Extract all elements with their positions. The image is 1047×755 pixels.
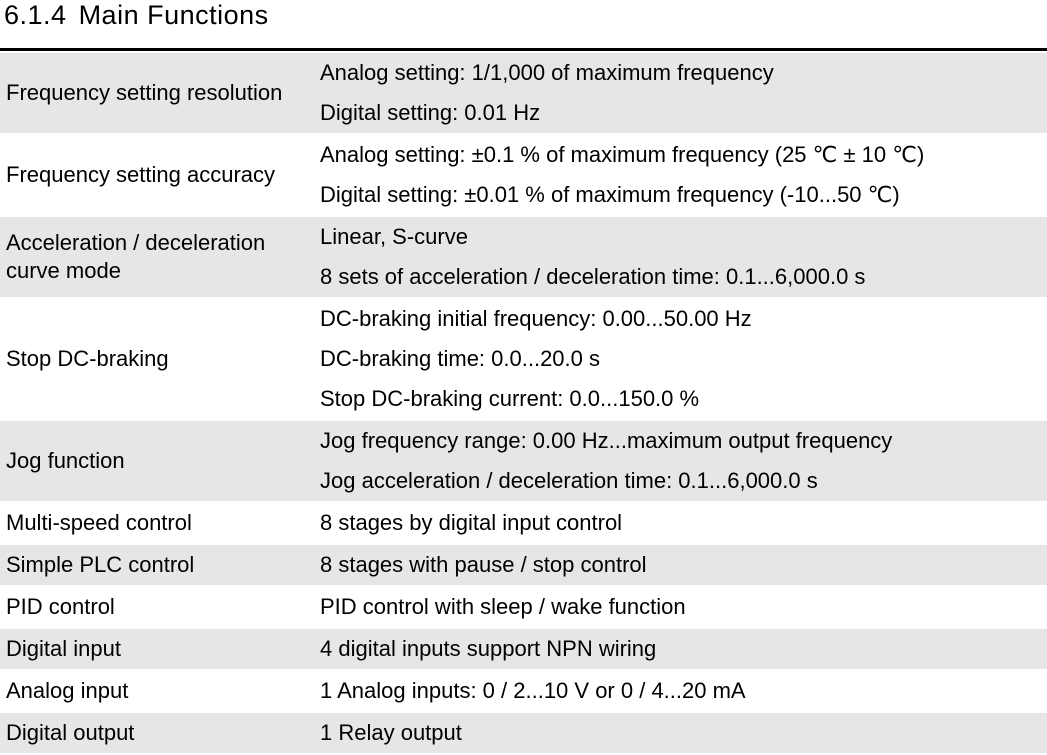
row-value: Digital setting: 0.01 Hz: [320, 100, 541, 125]
section-number: 6.1.4: [4, 0, 67, 30]
row-value: 8 sets of acceleration / deceleration time: 0.1...6,000.0 s: [320, 264, 866, 289]
row-values: [313, 670, 1047, 712]
row-value: PID control with sleep / wake function: [320, 594, 686, 619]
row-values: [313, 586, 1047, 628]
row-name: Multi-speed control: [0, 502, 313, 544]
row-values: [313, 628, 1047, 670]
row-name: Acceleration / deceleration curve mode: [0, 216, 313, 298]
row-value: DC-braking initial frequency: 0.00...50.00 Hz: [320, 306, 752, 331]
table-row: [0, 712, 1047, 754]
main-functions-table: [0, 48, 1047, 755]
row-value: 8 stages by digital input control: [320, 510, 623, 535]
row-values: [313, 298, 1047, 420]
row-value: Digital setting: ±0.01 % of maximum frequency (-10...50 ℃): [320, 182, 900, 207]
table-row: [0, 670, 1047, 712]
row-value: Jog acceleration / deceleration time: 0.1...6,000.0 s: [320, 468, 818, 493]
table-row: [0, 420, 1047, 502]
row-name: Frequency setting accuracy: [0, 134, 313, 216]
row-value: Linear, S-curve: [320, 224, 468, 249]
row-value: Analog setting: ±0.1 % of maximum frequency (25 ℃ ± 10 ℃): [320, 142, 925, 167]
table-row: [0, 502, 1047, 544]
row-values: [313, 134, 1047, 216]
table-row: [0, 216, 1047, 298]
row-value: DC-braking time: 0.0...20.0 s: [320, 346, 601, 371]
row-name: Frequency setting resolution: [0, 52, 313, 134]
row-value: 8 stages with pause / stop control: [320, 552, 647, 577]
row-name: Simple PLC control: [0, 544, 313, 586]
row-values: [313, 216, 1047, 298]
table-row: [0, 628, 1047, 670]
table-row: [0, 544, 1047, 586]
table-row: [0, 298, 1047, 420]
row-values: [313, 52, 1047, 134]
row-value: 1 Analog inputs: 0 / 2...10 V or 0 / 4...20 mA: [320, 678, 746, 703]
row-name: PID control: [0, 586, 313, 628]
row-values: [313, 712, 1047, 754]
row-value: Analog setting: 1/1,000 of maximum frequency: [320, 60, 774, 85]
row-name: Digital input: [0, 628, 313, 670]
row-name: Jog function: [0, 420, 313, 502]
row-name: Stop DC-braking: [0, 298, 313, 420]
row-values: [313, 502, 1047, 544]
table-row: [0, 586, 1047, 628]
row-value: 4 digital inputs support NPN wiring: [320, 636, 657, 661]
row-name: Digital output: [0, 712, 313, 754]
section-title: Main Functions: [78, 0, 269, 30]
table-row: [0, 52, 1047, 134]
row-value: Jog frequency range: 0.00 Hz...maximum output frequency: [320, 428, 893, 453]
row-value: 1 Relay output: [320, 720, 462, 745]
section-heading: [4, 0, 269, 40]
row-value: Stop DC-braking current: 0.0...150.0 %: [320, 386, 700, 411]
row-name: Analog input: [0, 670, 313, 712]
table-row: [0, 134, 1047, 216]
row-values: [313, 420, 1047, 502]
row-values: [313, 544, 1047, 586]
